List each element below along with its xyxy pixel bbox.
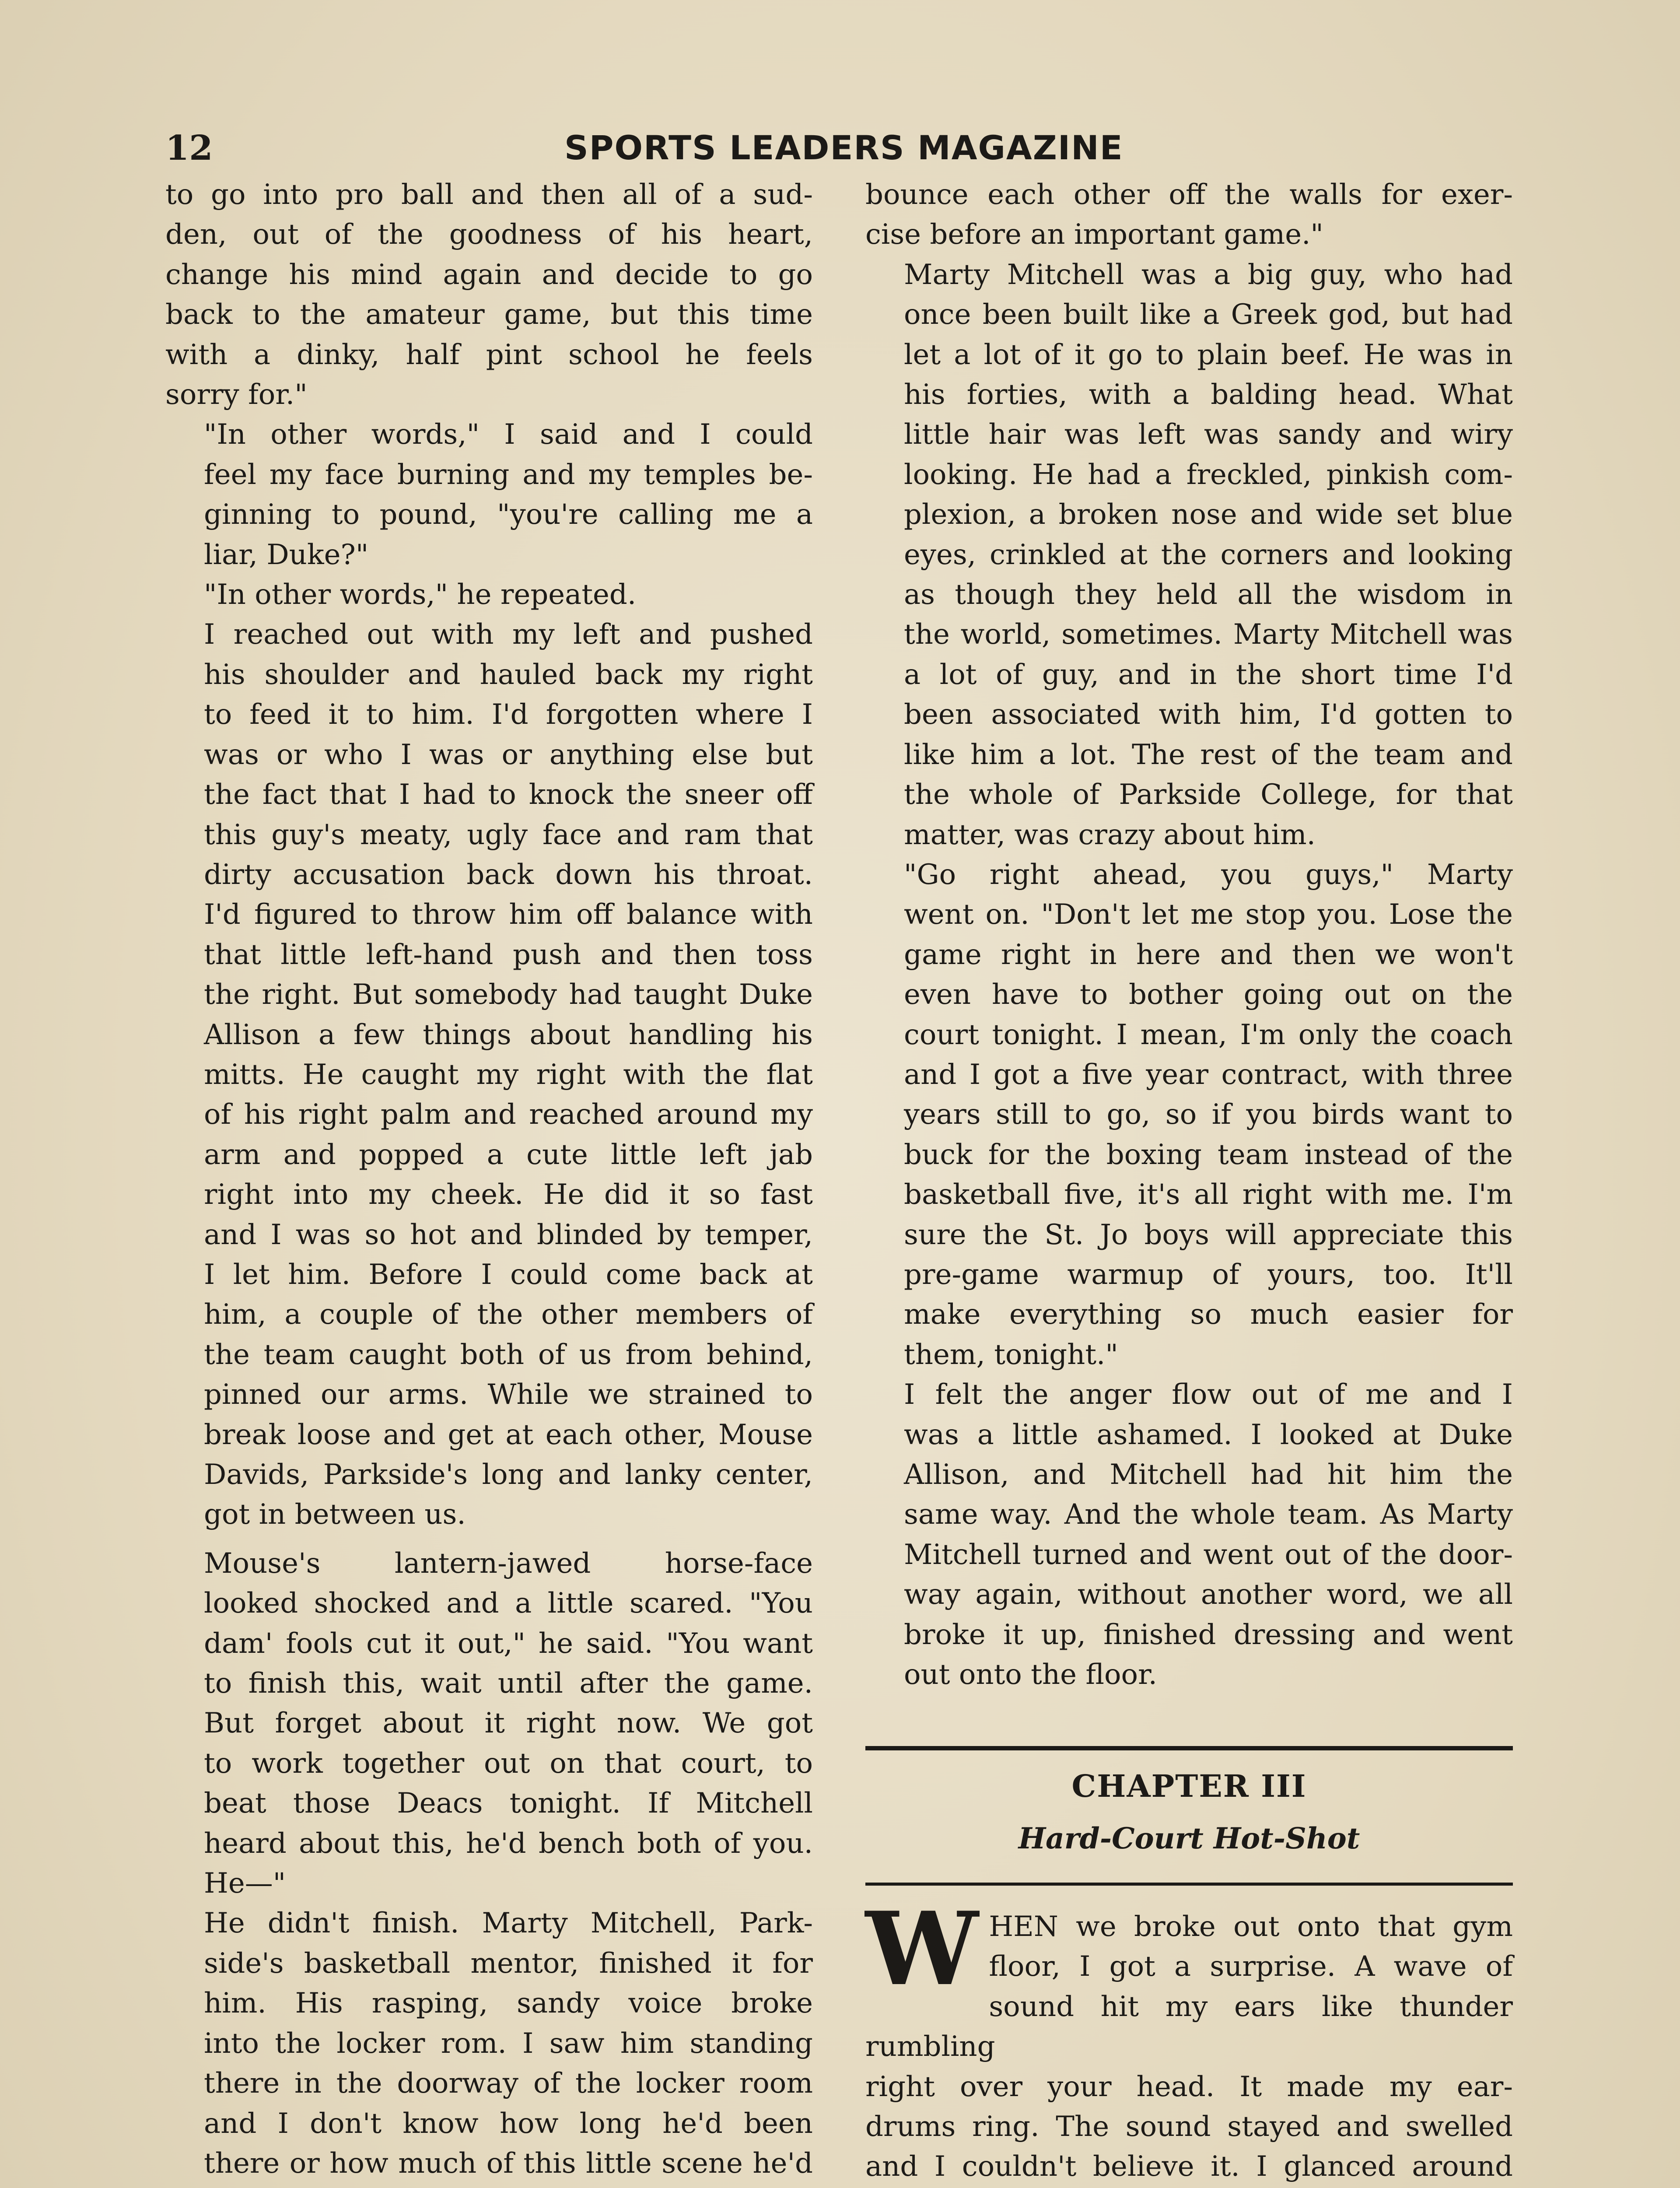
text-line: there or how much of this little scene he'd xyxy=(204,2147,813,2180)
chapter-title: CHAPTER III xyxy=(1071,1768,1307,1804)
paragraph xyxy=(165,175,813,415)
running-head: SPORTS LEADERS MAGAZINE xyxy=(564,128,1124,167)
text-line: I reached out with my left and pushed xyxy=(204,618,813,651)
page-number: 12 xyxy=(165,128,213,168)
text-line: Davids, Parkside's long and lanky center, xyxy=(204,1459,813,1491)
text-line: He didn't finish. Marty Mitchell, Park- xyxy=(204,1907,813,1940)
paragraph xyxy=(865,1375,1513,1695)
chapter-rule-bottom xyxy=(865,1883,1513,1886)
chapter-subtitle: Hard-Court Hot-Shot xyxy=(1018,1821,1360,1855)
text-line: "Go right ahead, you guys," Marty xyxy=(904,858,1513,891)
text-line: way again, without another word, we all xyxy=(904,1578,1513,1611)
left-column xyxy=(165,175,813,2188)
text-line: them, tonight." xyxy=(904,1338,1118,1371)
chapter-rule-top xyxy=(865,1746,1513,1750)
text-line: to go into pro ball and then all of a sud- xyxy=(165,179,813,211)
text-line: floor, I got a surprise. A wave of xyxy=(989,1950,1513,1983)
text-line: him. His rasping, sandy voice broke xyxy=(204,1987,813,2020)
text-line: change his mind again and decide to go xyxy=(165,258,813,291)
text-line: sorry for." xyxy=(165,379,308,411)
text-line: went on. "Don't let me stop you. Lose the xyxy=(904,898,1513,931)
chapter-opening-text xyxy=(865,1890,1513,2188)
text-line: looked shocked and a little scared. "You xyxy=(204,1587,813,1620)
text-line: let a lot of it go to plain beef. He was in xyxy=(904,338,1513,371)
text-line: pre-game warmup of yours, too. It'll xyxy=(904,1258,1513,1291)
text-line: looking. He had a freckled, pinkish com- xyxy=(904,458,1513,491)
text-line: sure the St. Jo boys will appreciate this xyxy=(904,1218,1513,1251)
text-line: to feed it to him. I'd forgotten where I xyxy=(204,698,813,731)
text-line: buck for the boxing team instead of the xyxy=(904,1138,1513,1171)
text-line: side's basketball mentor, finished it for xyxy=(204,1947,813,1980)
text-line: plexion, a broken nose and wide set blue xyxy=(904,498,1513,531)
text-line: back to the amateur game, but this time xyxy=(165,298,813,331)
text-line: once been built like a Greek god, but had xyxy=(904,298,1513,331)
text-line: this guy's meaty, ugly face and ram that xyxy=(204,818,813,851)
text-line: and I was so hot and blinded by temper, xyxy=(204,1218,813,1251)
text-line: Mouse's lantern-jawed horse-face xyxy=(204,1547,813,1580)
text-line: pinned our arms. While we strained to xyxy=(204,1378,813,1411)
text-line: den, out of the goodness of his heart, xyxy=(165,218,813,251)
paragraph xyxy=(165,1544,813,1904)
text-line: with a dinky, half pint school he feels xyxy=(165,338,813,371)
text-line: bounce each other off the walls for exer- xyxy=(865,179,1513,211)
text-line: "In other words," I said and I could xyxy=(204,418,813,451)
text-line: Mitchell turned and went out of the door- xyxy=(904,1538,1513,1571)
text-line: dirty accusation back down his throat. xyxy=(204,858,813,891)
drop-cap: W xyxy=(865,1890,979,2008)
chapter-paragraph xyxy=(865,1890,1513,2188)
text-line: the world, sometimes. Marty Mitchell was xyxy=(904,618,1513,651)
text-line: heard about this, he'd bench both of you. xyxy=(204,1827,813,1860)
paragraph xyxy=(165,615,813,1535)
text-line: broke it up, finished dressing and went xyxy=(904,1618,1513,1651)
text-line: was a little ashamed. I looked at Duke xyxy=(904,1418,1513,1451)
text-line: mitts. He caught my right with the flat xyxy=(204,1058,813,1091)
text-line: out onto the floor. xyxy=(904,1659,1157,1691)
text-line: to work together out on that court, to xyxy=(204,1747,813,1780)
text-line: as though they held all the wisdom in xyxy=(904,579,1513,611)
text-line: feel my face burning and my temples be- xyxy=(204,458,813,491)
text-line: into the locker rom. I saw him standing xyxy=(204,2027,813,2060)
text-line: HEN we broke out onto that gym xyxy=(989,1911,1513,1943)
text-line: Marty Mitchell was a big guy, who had xyxy=(904,258,1513,291)
text-line: to finish this, wait until after the game. xyxy=(204,1667,813,1700)
text-line: But forget about it right now. We got xyxy=(204,1707,813,1740)
text-line: "In other words," he repeated. xyxy=(204,579,637,611)
text-line: He—" xyxy=(204,1867,286,1900)
text-line: Allison a few things about handling his xyxy=(204,1018,813,1051)
text-line: matter, was crazy about him. xyxy=(904,818,1316,851)
text-line: I let him. Before I could come back at xyxy=(204,1258,813,1291)
right-column xyxy=(865,175,1513,1695)
text-line: drums ring. The sound stayed and swelled xyxy=(865,2111,1513,2143)
text-line: break loose and get at each other, Mouse xyxy=(204,1418,813,1451)
text-line: the whole of Parkside College, for that xyxy=(904,778,1513,811)
text-line: and I don't know how long he'd been xyxy=(204,2107,813,2140)
text-line: liar, Duke?" xyxy=(204,538,369,571)
paragraph xyxy=(865,175,1513,255)
text-line: right over your head. It made my ear- xyxy=(865,2070,1513,2103)
text-line: dam' fools cut it out," he said. "You want xyxy=(204,1627,813,1660)
text-line: Allison, and Mitchell had hit him the xyxy=(904,1459,1513,1491)
text-line: right into my cheek. He did it so fast xyxy=(204,1178,813,1211)
text-line: the right. But somebody had taught Duke xyxy=(204,978,813,1011)
text-line: even have to bother going out on the xyxy=(904,978,1513,1011)
text-line: little hair was left was sandy and wiry xyxy=(904,418,1513,451)
text-line: there in the doorway of the locker room xyxy=(204,2067,813,2100)
text-line: him, a couple of the other members of xyxy=(204,1298,813,1331)
text-line: of his right palm and reached around my xyxy=(204,1098,813,1131)
text-line: cise before an important game." xyxy=(865,218,1323,251)
text-line: basketball five, it's all right with me. I'm xyxy=(904,1178,1513,1211)
paragraph xyxy=(865,855,1513,1375)
text-line: his shoulder and hauled back my right xyxy=(204,658,813,691)
text-line: ginning to pound, "you're calling me a xyxy=(204,498,813,531)
text-line: the team caught both of us from behind, xyxy=(204,1338,813,1371)
text-line: eyes, crinkled at the corners and looking xyxy=(904,538,1513,571)
text-line: got in between us. xyxy=(204,1498,466,1531)
paragraph xyxy=(865,255,1513,855)
text-line: that little left-hand push and then toss xyxy=(204,938,813,971)
text-line: I'd figured to throw him off balance with xyxy=(204,898,813,931)
paragraph xyxy=(165,415,813,575)
text-line: make everything so much easier for xyxy=(904,1298,1513,1331)
text-line: game right in here and then we won't xyxy=(904,938,1513,971)
text-line: beat those Deacs tonight. If Mitchell xyxy=(204,1787,813,1820)
text-line: his forties, with a balding head. What xyxy=(904,379,1513,411)
text-line: was or who I was or anything else but xyxy=(204,738,813,771)
text-line xyxy=(165,2184,813,2188)
text-line: court tonight. I mean, I'm only the coach xyxy=(904,1018,1513,1051)
text-line: years still to go, so if you birds want to xyxy=(904,1098,1513,1131)
text-line: and I couldn't believe it. I glanced around xyxy=(865,2150,1513,2183)
text-line: the fact that I had to knock the sneer off xyxy=(204,778,813,811)
paragraph xyxy=(165,1904,813,2188)
text-line: like him a lot. The rest of the team and xyxy=(904,738,1513,771)
text-line: sound hit my ears like thunder rumbling xyxy=(865,1990,1513,2063)
text-line: a lot of guy, and in the short time I'd xyxy=(904,658,1513,691)
text-line: and I got a five year contract, with three xyxy=(904,1058,1513,1091)
text-line: same way. And the whole team. As Marty xyxy=(904,1498,1513,1531)
text-line: been associated with him, I'd gotten to xyxy=(904,698,1513,731)
text-line: arm and popped a cute little left jab xyxy=(204,1138,813,1171)
text-line: I felt the anger flow out of me and I xyxy=(904,1378,1513,1411)
paragraph xyxy=(165,575,813,615)
